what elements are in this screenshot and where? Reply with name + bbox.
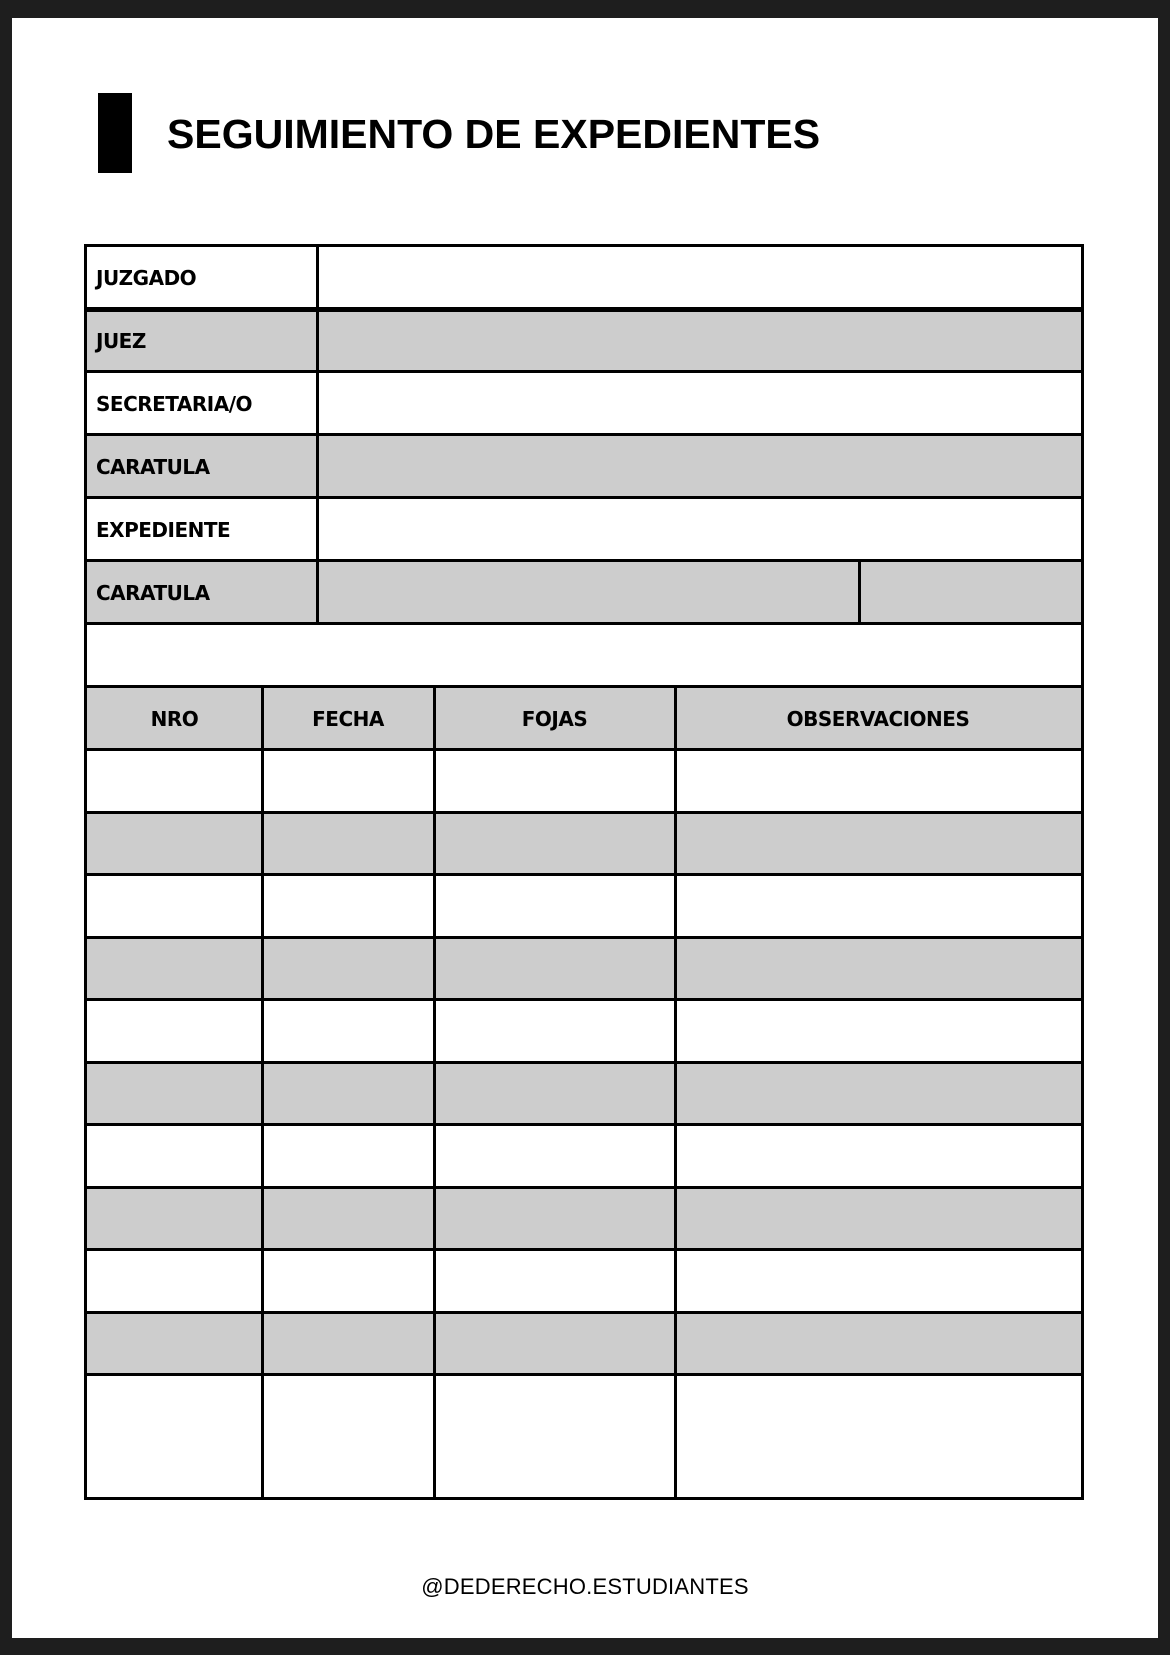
row-divider (87, 307, 1081, 312)
juez-label: JUEZ (87, 309, 317, 372)
table-cell-fojas[interactable] (434, 1125, 675, 1188)
table-cell-nro[interactable] (87, 1000, 262, 1063)
table-cell-nro[interactable] (87, 750, 262, 813)
row-divider (87, 685, 1081, 688)
row-divider (87, 748, 1081, 751)
table-cell-observaciones[interactable] (675, 1000, 1081, 1063)
row-divider (87, 433, 1081, 436)
table-cell-fojas[interactable] (434, 1313, 675, 1375)
table-cell-fecha[interactable] (262, 1188, 434, 1250)
form-page (12, 18, 1158, 1638)
secretaria-label: SECRETARIA/O (87, 372, 317, 435)
row-divider (87, 622, 1081, 625)
table-row-divider (87, 1061, 1081, 1064)
table-row-divider (87, 1248, 1081, 1251)
row-divider (87, 370, 1081, 373)
table-cell-nro[interactable] (87, 938, 262, 1000)
table-cell-fojas[interactable] (434, 1188, 675, 1250)
table-cell-fojas[interactable] (434, 1063, 675, 1125)
table-row-divider (87, 873, 1081, 876)
page-title: SEGUIMIENTO DE EXPEDIENTES (167, 111, 821, 157)
table-cell-fojas[interactable] (434, 1250, 675, 1313)
juzgado-field[interactable] (317, 247, 1081, 309)
table-cell-fojas[interactable] (434, 750, 675, 813)
row-divider (87, 496, 1081, 499)
table-cell-nro[interactable] (87, 1250, 262, 1313)
table-cell-fecha[interactable] (262, 1063, 434, 1125)
caratula-2-field[interactable] (317, 561, 859, 624)
table-row-divider (87, 1123, 1081, 1126)
table-cell-nro[interactable] (87, 1063, 262, 1125)
table-cell-fecha[interactable] (262, 1313, 434, 1375)
caratula-split-divider (858, 561, 861, 624)
table-cell-observaciones[interactable] (675, 875, 1081, 938)
juez-field[interactable] (317, 309, 1081, 372)
table-cell-nro[interactable] (87, 875, 262, 938)
table-cell-nro[interactable] (87, 1188, 262, 1250)
table-cell-observaciones[interactable] (675, 1313, 1081, 1375)
table-cell-observaciones[interactable] (675, 1250, 1081, 1313)
caratula-2-label: CARATULA (87, 561, 317, 624)
column-header-fojas: FOJAS (434, 687, 675, 750)
table-cell-fojas[interactable] (434, 938, 675, 1000)
column-header-observaciones: OBSERVACIONES (675, 687, 1081, 750)
table-cell-fojas[interactable] (434, 1000, 675, 1063)
table-cell-fojas[interactable] (434, 813, 675, 875)
fojas-column-divider (674, 687, 677, 1497)
table-cell-observaciones[interactable] (675, 1125, 1081, 1188)
table-cell-fojas[interactable] (434, 1375, 675, 1438)
caratula-2-extra-field[interactable] (859, 561, 1081, 624)
table-row-divider (87, 1186, 1081, 1189)
column-header-nro: NRO (87, 687, 262, 750)
table-row-divider (87, 936, 1081, 939)
table-cell-fecha[interactable] (262, 1000, 434, 1063)
label-column-divider (316, 247, 319, 624)
table-cell-nro[interactable] (87, 1375, 262, 1438)
table-cell-fecha[interactable] (262, 813, 434, 875)
table-cell-nro[interactable] (87, 1125, 262, 1188)
title-marker-bar (98, 93, 132, 173)
blank-spacer-row (87, 624, 1081, 687)
expediente-field[interactable] (317, 498, 1081, 561)
table-cell-fecha[interactable] (262, 938, 434, 1000)
table-cell-fecha[interactable] (262, 1125, 434, 1188)
table-cell-observaciones[interactable] (675, 813, 1081, 875)
row-divider (87, 559, 1081, 562)
table-cell-observaciones[interactable] (675, 1188, 1081, 1250)
column-header-fecha: FECHA (262, 687, 434, 750)
caratula-label: CARATULA (87, 435, 317, 498)
table-cell-observaciones[interactable] (675, 938, 1081, 1000)
table-cell-fecha[interactable] (262, 1375, 434, 1438)
table-row-divider (87, 998, 1081, 1001)
secretaria-field[interactable] (317, 372, 1081, 435)
table-cell-observaciones[interactable] (675, 750, 1081, 813)
nro-column-divider (261, 687, 264, 1497)
table-cell-fecha[interactable] (262, 750, 434, 813)
table-cell-observaciones[interactable] (675, 1063, 1081, 1125)
juzgado-label: JUZGADO (87, 247, 317, 309)
fecha-column-divider (433, 687, 436, 1497)
tracking-form-grid (84, 244, 1084, 1500)
table-row-divider (87, 1373, 1081, 1376)
table-cell-fecha[interactable] (262, 1250, 434, 1313)
table-cell-nro[interactable] (87, 813, 262, 875)
table-row-divider (87, 1311, 1081, 1314)
table-cell-fojas[interactable] (434, 875, 675, 938)
table-cell-fecha[interactable] (262, 875, 434, 938)
table-row-divider (87, 811, 1081, 814)
table-cell-nro[interactable] (87, 1313, 262, 1375)
footer-handle: @DEDERECHO.ESTUDIANTES (421, 1574, 749, 1599)
table-cell-observaciones[interactable] (675, 1375, 1081, 1438)
caratula-field[interactable] (317, 435, 1081, 498)
expediente-label: EXPEDIENTE (87, 498, 317, 561)
